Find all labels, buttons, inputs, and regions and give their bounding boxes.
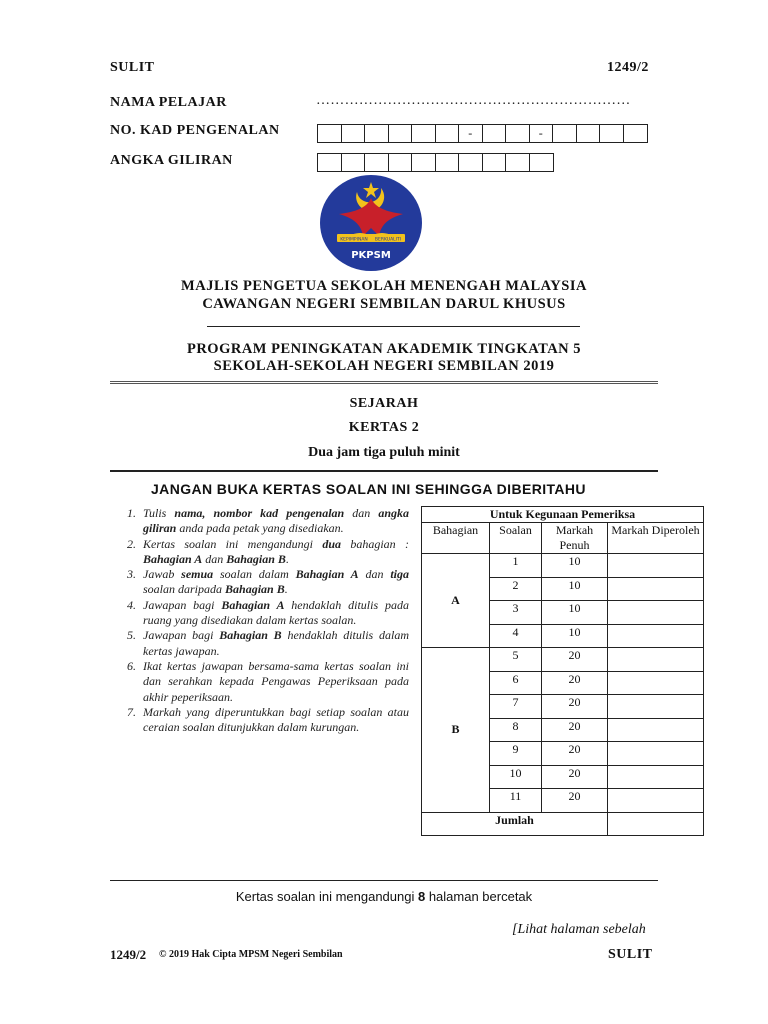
column-header: Bahagian bbox=[422, 523, 490, 554]
instruction-number: 2. bbox=[127, 536, 136, 551]
full-marks: 20 bbox=[542, 789, 608, 813]
question-number: 9 bbox=[490, 742, 542, 766]
instruction-item: 1. Tulis nama, nombor kad pengenalan dan angka giliran anda pada petak yang disediakan. bbox=[127, 506, 410, 536]
instructions-list bbox=[127, 506, 409, 735]
marks-obtained-cell[interactable] bbox=[608, 648, 704, 672]
logo-banner-right: BERKUALITI bbox=[374, 237, 402, 243]
student-name-label: NAMA PELAJAR bbox=[110, 95, 227, 110]
ic-cell[interactable] bbox=[506, 125, 530, 142]
next-page-note: [Lihat halaman sebelah bbox=[512, 922, 646, 937]
ic-cell[interactable] bbox=[389, 125, 413, 142]
examiner-table bbox=[421, 506, 704, 836]
ic-cell[interactable] bbox=[436, 125, 460, 142]
ic-cell[interactable] bbox=[553, 125, 577, 142]
divider bbox=[110, 880, 658, 881]
ic-number-label: NO. KAD PENGENALAN bbox=[110, 123, 280, 138]
question-number: 11 bbox=[490, 789, 542, 813]
ic-cell[interactable] bbox=[318, 125, 342, 142]
marks-obtained-cell[interactable] bbox=[608, 601, 704, 625]
instruction-number: 3. bbox=[127, 567, 136, 582]
footer-paper-code: 1249/2 bbox=[110, 947, 147, 962]
org-line-2: CAWANGAN NEGERI SEMBILAN DARUL KHUSUS bbox=[202, 296, 566, 312]
instruction-number: 5. bbox=[127, 628, 136, 643]
ic-cell[interactable] bbox=[365, 125, 389, 142]
full-marks: 20 bbox=[542, 742, 608, 766]
total-marks-cell[interactable] bbox=[608, 812, 704, 835]
divider bbox=[207, 326, 580, 327]
section-b-label: B bbox=[422, 648, 490, 813]
column-header: Markah Diperoleh bbox=[608, 523, 704, 554]
ic-dash-cell: - bbox=[459, 125, 483, 142]
full-marks: 20 bbox=[542, 765, 608, 789]
marks-obtained-cell[interactable] bbox=[608, 554, 704, 578]
duration: Dua jam tiga puluh minit bbox=[308, 445, 460, 460]
full-marks: 10 bbox=[542, 577, 608, 601]
instruction-item: 4. Jawapan bagi Bahagian A hendaklah ditulis pada ruang yang disediakan dalam kertas soalan. bbox=[127, 597, 409, 628]
question-number: 2 bbox=[490, 577, 542, 601]
full-marks: 20 bbox=[542, 671, 608, 695]
footer-copyright: © 2019 Hak Cipta MPSM Negeri Sembilan bbox=[159, 949, 343, 960]
page-count-note: Kertas soalan ini mengandungi 8 halaman bercetak bbox=[235, 889, 533, 904]
ic-cell[interactable] bbox=[624, 125, 648, 142]
instruction-number: 4. bbox=[127, 597, 136, 612]
full-marks: 20 bbox=[542, 718, 608, 742]
question-number: 1 bbox=[490, 554, 542, 578]
index-cell[interactable] bbox=[459, 154, 483, 171]
instruction-number: 6. bbox=[127, 658, 136, 673]
question-number: 8 bbox=[490, 718, 542, 742]
index-cell[interactable] bbox=[530, 154, 554, 171]
program-line-1: PROGRAM PENINGKATAN AKADEMIK TINGKATAN 5 bbox=[186, 341, 582, 357]
ic-cell[interactable] bbox=[483, 125, 507, 142]
warning-text: JANGAN BUKA KERTAS SOALAN INI SEHINGGA DIBERITAHU bbox=[151, 481, 586, 497]
full-marks: 20 bbox=[542, 648, 608, 672]
ic-number-boxes[interactable] bbox=[317, 124, 648, 143]
index-cell[interactable] bbox=[506, 154, 530, 171]
logo-banner-left: KEPIMPINAN bbox=[340, 237, 368, 243]
ic-dash-cell: - bbox=[530, 125, 554, 142]
paper-number: KERTAS 2 bbox=[348, 420, 420, 435]
full-marks: 10 bbox=[542, 554, 608, 578]
program-line-2: SEKOLAH-SEKOLAH NEGERI SEMBILAN 2019 bbox=[213, 358, 555, 374]
marks-obtained-cell[interactable] bbox=[608, 624, 704, 648]
instruction-item: 7. Markah yang diperuntukkan bagi setiap soalan atau ceraian soalan ditunjukkan dalam kurungan. bbox=[127, 704, 409, 735]
index-cell[interactable] bbox=[365, 154, 389, 171]
marks-obtained-cell[interactable] bbox=[608, 789, 704, 813]
question-number: 4 bbox=[490, 624, 542, 648]
divider bbox=[110, 470, 658, 472]
marks-obtained-cell[interactable] bbox=[608, 671, 704, 695]
instruction-number: 1. bbox=[127, 506, 136, 520]
instruction-item: 3. Jawab semua soalan dalam Bahagian A dan tiga soalan daripada Bahagian B. bbox=[127, 567, 409, 597]
section-a-label: A bbox=[422, 554, 490, 648]
question-number: 10 bbox=[490, 765, 542, 789]
index-cell[interactable] bbox=[318, 154, 342, 171]
index-cell[interactable] bbox=[342, 154, 366, 171]
question-number: 7 bbox=[490, 695, 542, 719]
ic-cell[interactable] bbox=[577, 125, 601, 142]
full-marks: 10 bbox=[542, 601, 608, 625]
instruction-item: 6. Ikat kertas jawapan bersama-sama kertas soalan ini dan serahkan kepada Pengawas Peperiksaan pada akhir peperiksaan. bbox=[127, 658, 409, 704]
header-sulit: SULIT bbox=[110, 60, 155, 75]
total-label: Jumlah bbox=[422, 812, 608, 835]
instruction-number: 7. bbox=[127, 704, 136, 719]
full-marks: 20 bbox=[542, 695, 608, 719]
header-paper-code: 1249/2 bbox=[607, 60, 649, 75]
marks-obtained-cell[interactable] bbox=[608, 765, 704, 789]
ic-cell[interactable] bbox=[600, 125, 624, 142]
index-cell[interactable] bbox=[389, 154, 413, 171]
divider bbox=[110, 381, 658, 384]
index-number-boxes[interactable] bbox=[317, 153, 554, 172]
index-number-label: ANGKA GILIRAN bbox=[110, 153, 233, 168]
index-cell[interactable] bbox=[436, 154, 460, 171]
question-number: 6 bbox=[490, 671, 542, 695]
marks-obtained-cell[interactable] bbox=[608, 695, 704, 719]
question-number: 5 bbox=[490, 648, 542, 672]
pkpsm-logo bbox=[319, 174, 423, 272]
marks-obtained-cell[interactable] bbox=[608, 742, 704, 766]
table-title: Untuk Kegunaan Pemeriksa bbox=[422, 507, 704, 523]
full-marks: 10 bbox=[542, 624, 608, 648]
column-header: Soalan bbox=[490, 523, 542, 554]
student-name-field[interactable]: ………………………………………………………… bbox=[316, 93, 631, 108]
footer-sulit: SULIT bbox=[608, 947, 653, 962]
index-cell[interactable] bbox=[483, 154, 507, 171]
logo-caption: PKPSM bbox=[351, 250, 391, 261]
column-header: Markah Penuh bbox=[542, 523, 608, 554]
page-count: 8 bbox=[417, 889, 426, 904]
org-line-1: MAJLIS PENGETUA SEKOLAH MENENGAH MALAYSIA bbox=[181, 278, 587, 294]
marks-obtained-cell[interactable] bbox=[608, 718, 704, 742]
ic-cell[interactable] bbox=[412, 125, 436, 142]
instruction-item: 5. Jawapan bagi Bahagian B hendaklah ditulis dalam kertas jawapan. bbox=[127, 628, 409, 658]
question-number: 3 bbox=[490, 601, 542, 625]
ic-cell[interactable] bbox=[342, 125, 366, 142]
subject-name: SEJARAH bbox=[349, 396, 419, 411]
index-cell[interactable] bbox=[412, 154, 436, 171]
marks-obtained-cell[interactable] bbox=[608, 577, 704, 601]
instruction-item: 2. Kertas soalan ini mengandungi dua bahagian : Bahagian A dan Bahagian B. bbox=[127, 536, 409, 566]
